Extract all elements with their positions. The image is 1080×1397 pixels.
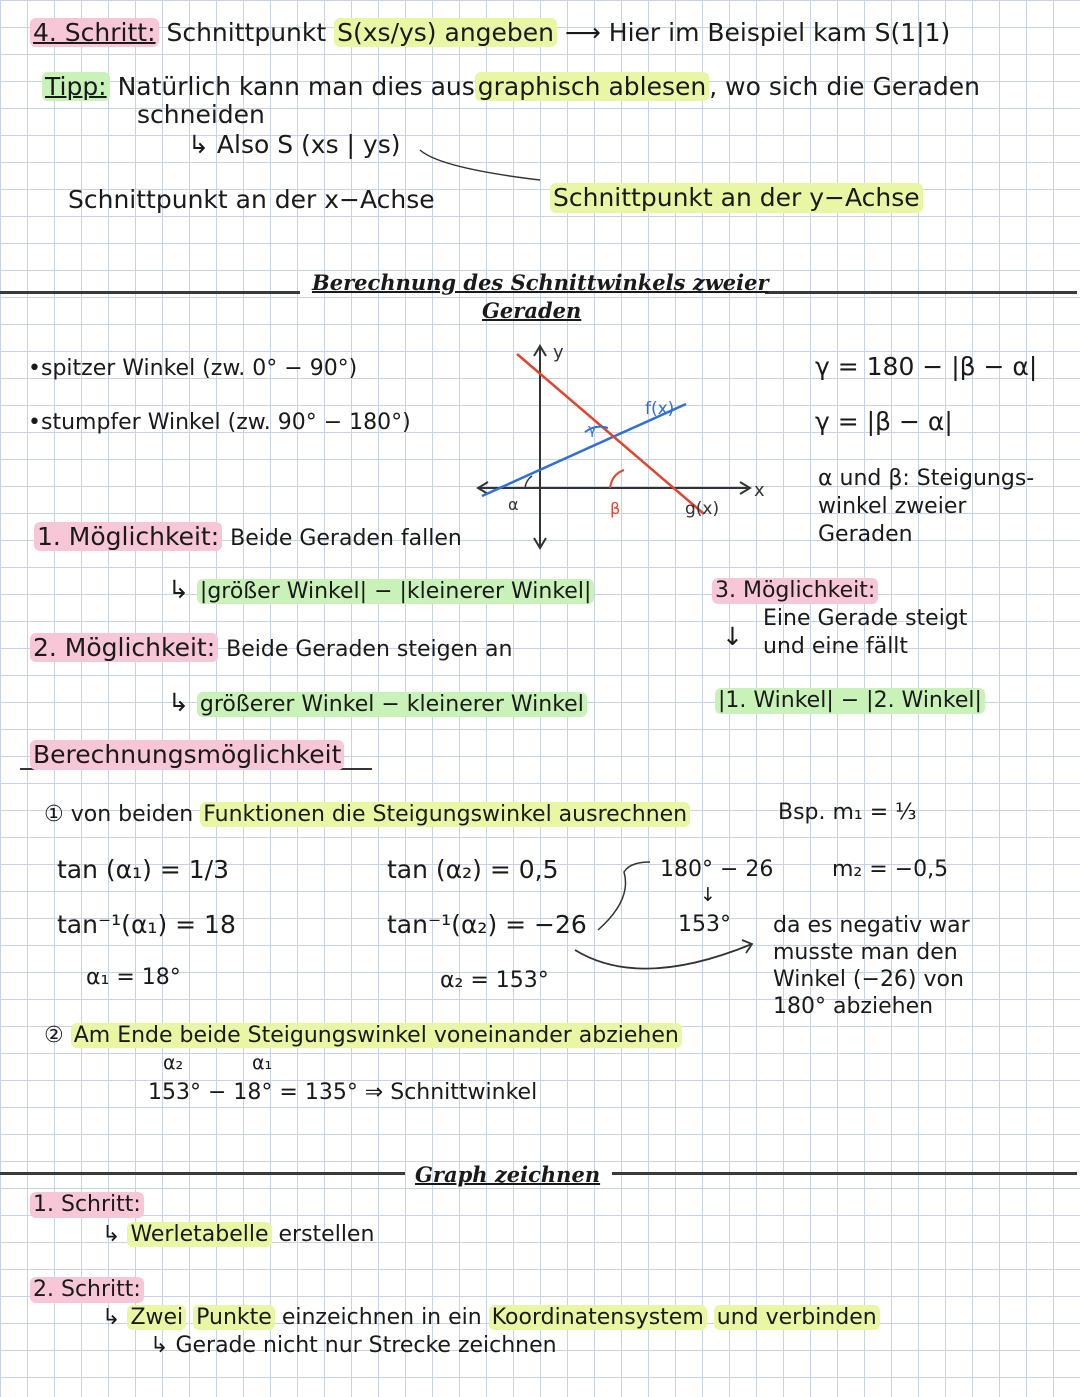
option3-text-1: Eine Gerade steigt	[763, 606, 968, 631]
graph-step1-highlight: Werletabelle	[127, 1222, 271, 1247]
beta-arc	[610, 470, 624, 488]
alpha-arc	[525, 476, 532, 488]
option3-text-2: und eine fällt	[763, 634, 909, 659]
formula-note-3: Geraden	[818, 522, 913, 547]
step2-number: ②	[44, 1023, 64, 1048]
calc-step2	[44, 1023, 682, 1049]
also-text: Also S (xs | ys)	[216, 130, 401, 159]
divider-right-2	[612, 1172, 1077, 1175]
hook-arrow-icon: ↳	[102, 1222, 121, 1247]
atan-alpha1: tan⁻¹(α₁) = 18	[57, 910, 236, 939]
hook-arrow-icon: ↳	[168, 688, 189, 717]
option2-text: Beide Geraden steigen an	[226, 637, 513, 662]
arrow-down-icon: ↓	[722, 622, 743, 651]
graph-step2-w2: Punkte	[193, 1305, 275, 1330]
x-axis-label: x	[754, 480, 765, 501]
gamma-label: γ	[588, 422, 597, 438]
option2-line	[30, 633, 513, 663]
option2-result-line	[168, 688, 587, 718]
graph-step2-label: 2. Schritt:	[30, 1277, 144, 1303]
hook-arrow-icon: ↳	[102, 1305, 121, 1330]
formula-acute: γ = |β − α|	[815, 407, 953, 436]
alpha2-value: α₂ = 153°	[440, 968, 549, 993]
divider-left-2	[0, 1172, 405, 1175]
sub-alpha2: α₂	[163, 1052, 184, 1074]
graph-step2-sub	[150, 1333, 557, 1359]
tip-text-b: , wo sich die Geraden	[709, 72, 980, 101]
step2-text: Am Ende beide Steigungswinkel voneinander abziehen	[71, 1023, 682, 1048]
tip-text-highlight: graphisch ablesen	[475, 72, 709, 101]
step1-number: ①	[44, 802, 64, 827]
graph-step1-label: 1. Schritt:	[30, 1192, 144, 1218]
calc-153: 153°	[678, 912, 731, 937]
alpha1-value: α₁ = 18°	[86, 965, 181, 990]
graph-heading: Graph zeichnen	[415, 1162, 601, 1187]
step4-label: 4. Schritt:	[30, 18, 159, 47]
calc-180: 180° − 26	[660, 857, 774, 882]
step4-example: Hier im Beispiel kam	[608, 18, 867, 47]
option1-line	[34, 522, 462, 552]
line-g	[517, 354, 704, 514]
step1-text: von beiden	[70, 802, 194, 827]
curve-arrow-to-180	[598, 862, 650, 930]
atan-alpha2: tan⁻¹(α₂) = −26	[387, 910, 587, 939]
formula-obtuse: γ = 180 − |β − α|	[815, 352, 1038, 381]
option1-label: 1. Möglichkeit:	[34, 522, 222, 551]
note-2: musste man den	[773, 940, 958, 965]
graph-step2-w4: Koordinatensystem	[489, 1305, 707, 1330]
hook-arrow-icon: ↳	[168, 575, 189, 604]
hook-arrow-icon: ↳	[188, 130, 209, 159]
f-label: f(x)	[645, 399, 675, 419]
calc-heading: Berechnungsmöglichkeit	[30, 740, 344, 770]
step4-point: S(xs/ys) angeben	[334, 18, 557, 47]
option3-result: |1. Winkel| − |2. Winkel|	[715, 688, 985, 714]
formula-note-2: winkel zweier	[818, 494, 967, 519]
connector-curve	[420, 150, 540, 180]
example-m2: m₂ = −0,5	[832, 857, 949, 882]
tip-label: Tipp:	[42, 72, 110, 101]
option2-result: größerer Winkel − kleinerer Winkel	[197, 692, 587, 717]
arrow-down-icon: ↓	[700, 884, 716, 906]
x-axis-point: Schnittpunkt an der x−Achse	[68, 185, 435, 214]
alpha-label: α	[508, 495, 519, 514]
option3-label: 3. Möglichkeit:	[712, 578, 878, 604]
g-label: g(x)	[685, 499, 720, 519]
section-heading-2: Geraden	[482, 298, 582, 323]
calc-step1	[44, 802, 690, 828]
note-3: Winkel (−26) von	[773, 967, 964, 992]
graph-step2-w5: und verbinden	[714, 1305, 880, 1330]
calc-result: 153° − 18° = 135° ⇒ Schnittwinkel	[148, 1080, 538, 1105]
acute-angle: •spitzer Winkel (zw. 0° − 90°)	[28, 356, 358, 381]
hook-arrow-icon: ↳	[150, 1333, 169, 1358]
option2-label: 2. Möglichkeit:	[30, 633, 218, 662]
formula-note-1: α und β: Steigungs-	[818, 466, 1035, 491]
tip-text-c: schneiden	[137, 100, 265, 129]
note-4: 180° abziehen	[773, 994, 934, 1019]
tip-text-a: Natürlich kann man dies aus	[117, 72, 475, 101]
sub-alpha1: α₁	[252, 1052, 273, 1074]
y-axis-point: Schnittpunkt an der y−Achse	[550, 183, 923, 213]
section-heading: Berechnung des Schnittwinkels zweier	[312, 270, 769, 295]
option1-result: |größer Winkel| − |kleinerer Winkel|	[197, 579, 594, 604]
graph-step2-w1: Zwei	[127, 1305, 186, 1330]
obtuse-angle: •stumpfer Winkel (zw. 90° − 180°)	[28, 410, 411, 435]
step1-highlight: Funktionen die Steigungswinkel ausrechnen	[200, 802, 690, 827]
option1-text: Beide Geraden fallen	[230, 526, 462, 551]
curve-arrow-to-153	[575, 944, 752, 969]
option1-result-line	[168, 575, 594, 605]
example-m1: Bsp. m₁ = ⅓	[778, 800, 917, 825]
beta-label: β	[610, 499, 621, 518]
tan-alpha2: tan (α₂) = 0,5	[387, 855, 559, 884]
graph-step2-sub-text: Gerade nicht nur Strecke zeichnen	[175, 1333, 557, 1358]
y-axis-label: y	[553, 342, 564, 363]
tan-alpha1: tan (α₁) = 1/3	[57, 855, 229, 884]
graph-step2-line	[102, 1305, 880, 1331]
step4-text: Schnittpunkt	[166, 18, 327, 47]
note-1: da es negativ war	[773, 913, 970, 938]
arrow-right-icon: ⟶	[564, 18, 601, 47]
graph-step2-w3: einzeichnen in ein	[281, 1305, 482, 1330]
graph-step1-line	[102, 1222, 374, 1248]
graph-step1-text: erstellen	[278, 1222, 375, 1247]
step4-example-value: S(1|1)	[874, 18, 951, 47]
